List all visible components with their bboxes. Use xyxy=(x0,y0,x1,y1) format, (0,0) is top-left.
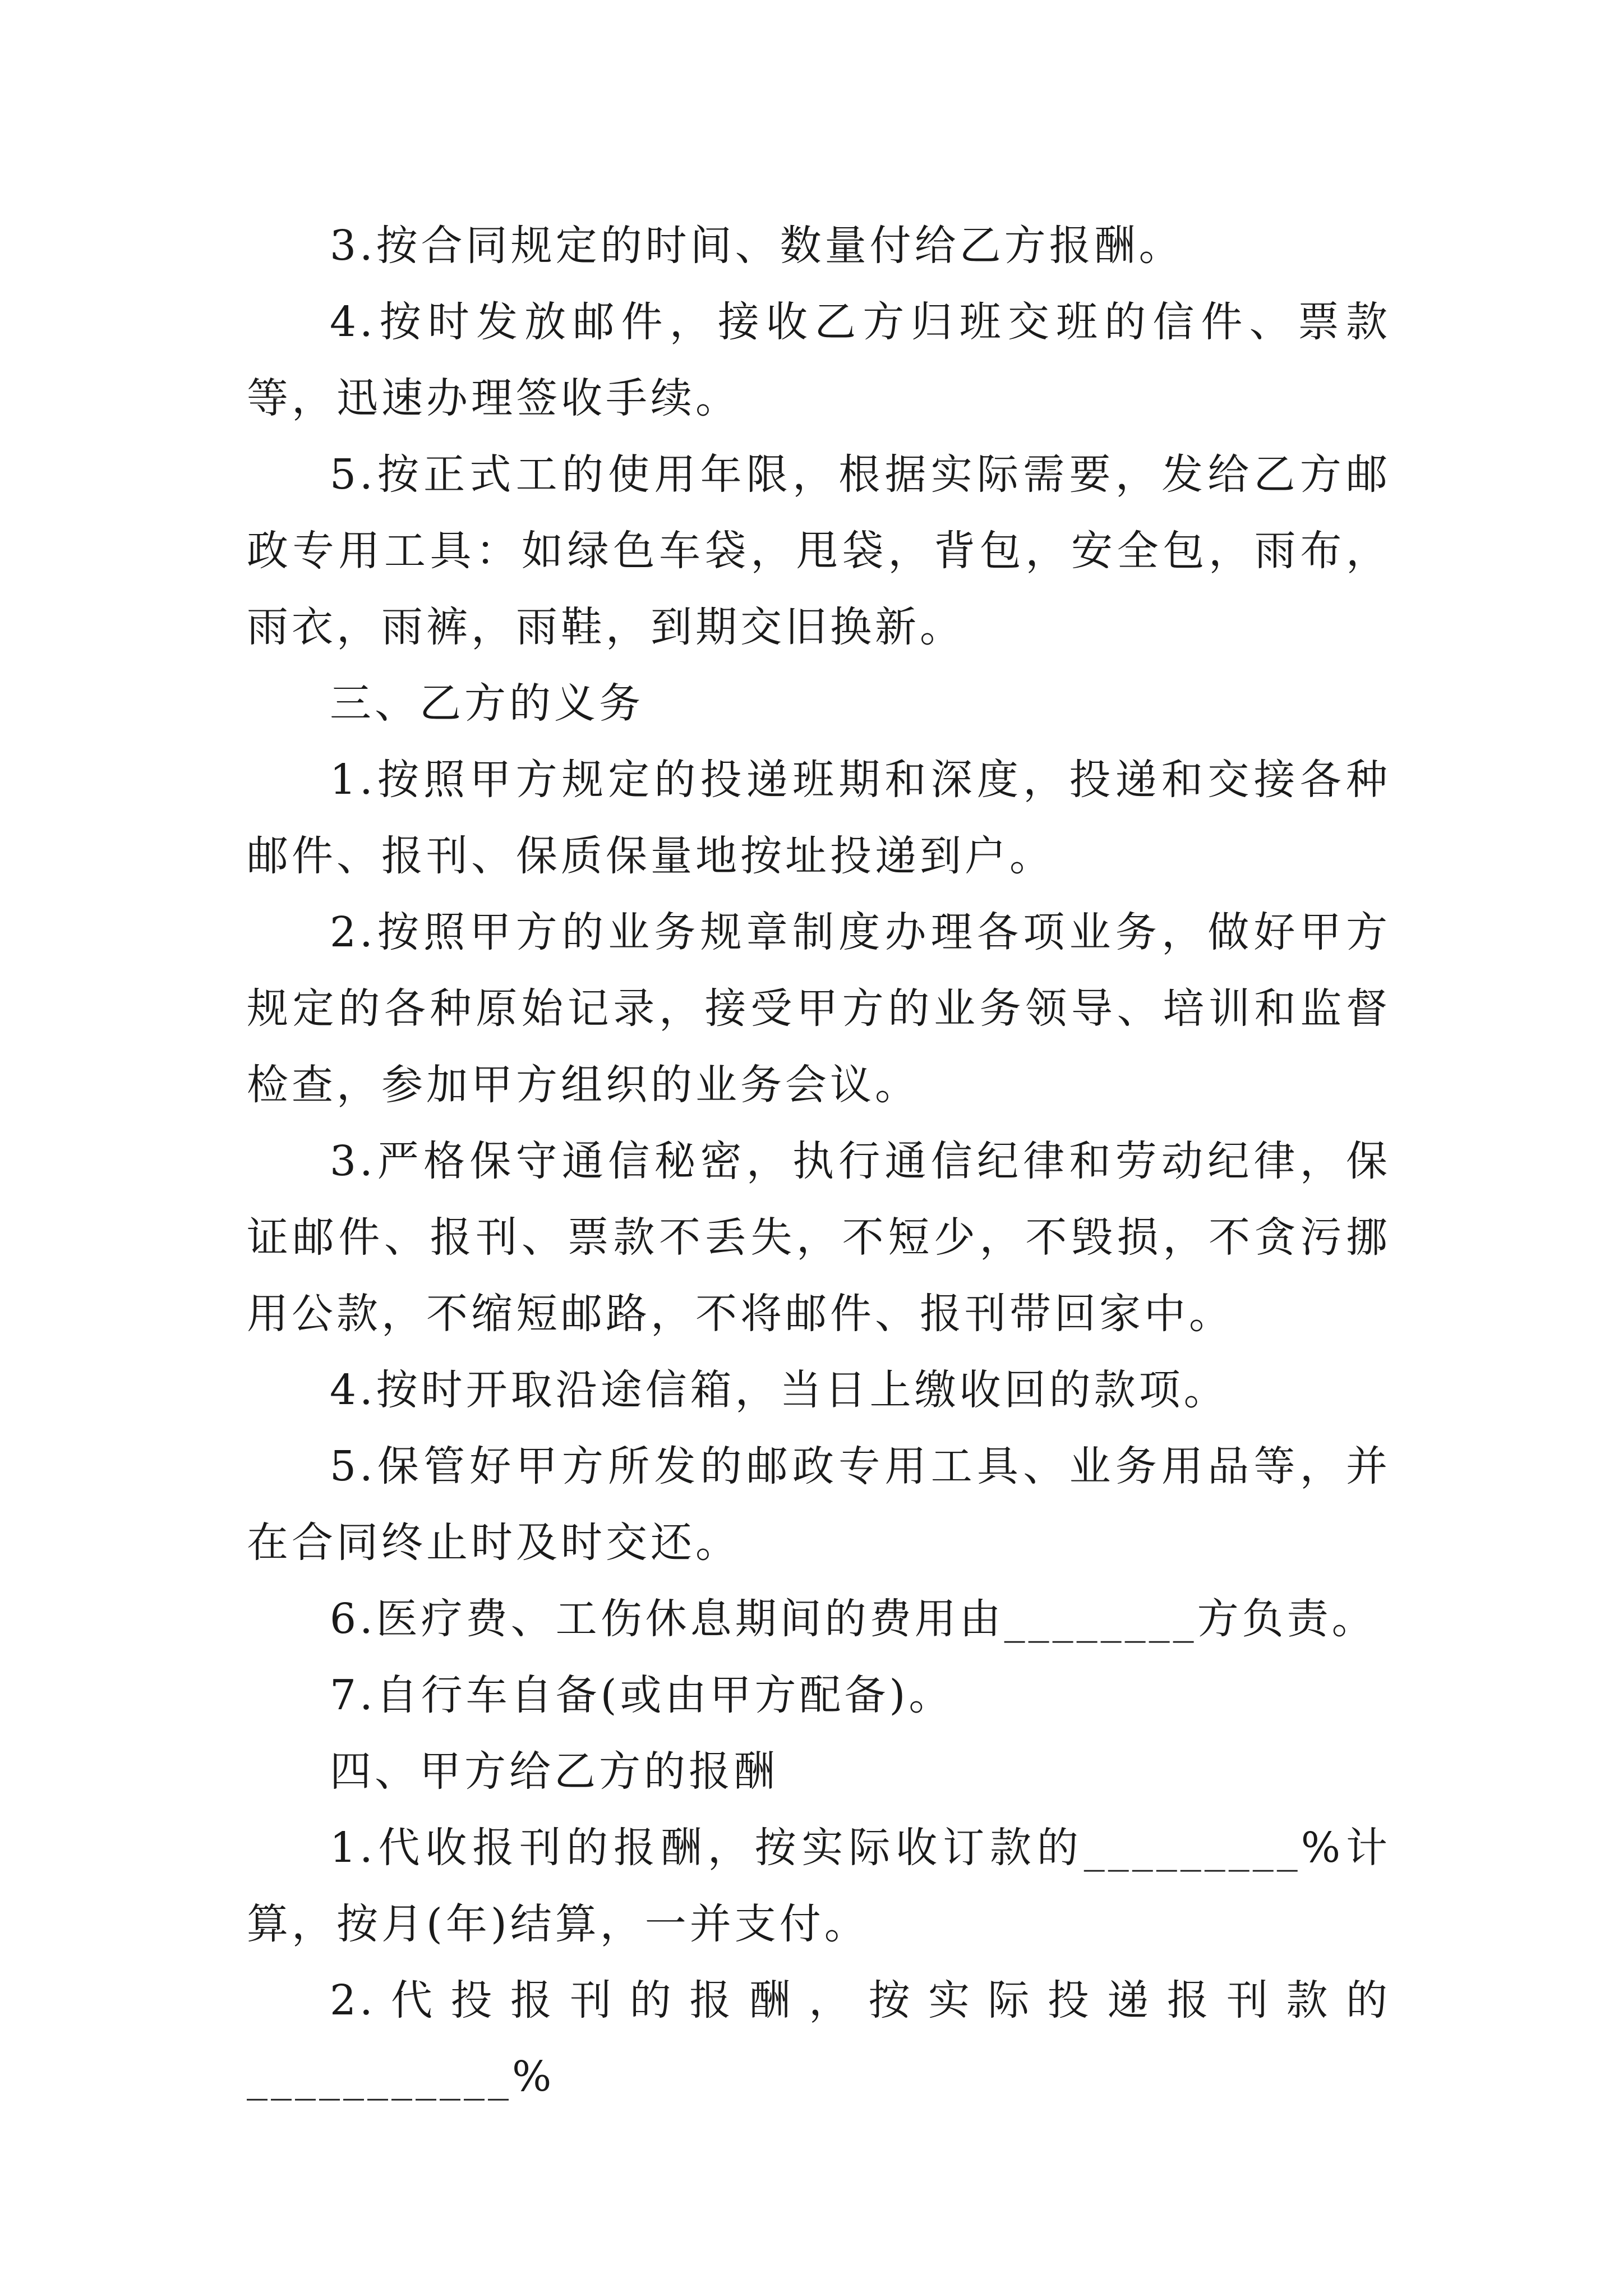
paragraph-item-3-payment: 3.按合同规定的时间、数量付给乙方报酬。 xyxy=(330,222,1184,270)
paragraph-item-1-subscription-fee: 1.代收报刊的报酬，按实际收订款的_________%计算，按月(年)结算，一并支付。 xyxy=(247,1824,1391,1948)
paragraph-item-5-tool-custody: 5.保管好甲方所发的邮政专用工具、业务用品等，并在合同终止时及时交还。 xyxy=(247,1442,1391,1567)
document-body xyxy=(247,208,1391,2115)
paragraph-item-4-mail-dispatch: 4.按时发放邮件，接收乙方归班交班的信件、票款等，迅速办理签收手续。 xyxy=(247,298,1391,422)
paragraph-item-1-delivery: 1.按照甲方规定的投递班期和深度，投递和交接各种邮件、报刊、保质保量地按址投递到户。 xyxy=(247,756,1391,880)
paragraph-item-7-bicycle: 7.自行车自备(或由甲方配备)。 xyxy=(330,1671,954,1719)
section-heading-party-b-obligations: 三、乙方的义务 xyxy=(330,679,644,728)
paragraph-item-5-special-tools: 5.按正式工的使用年限，根据实际需要，发给乙方邮政专用工具：如绿色车袋，甩袋，背包，安全包，雨布，雨衣，雨裤，雨鞋，到期交旧换新。 xyxy=(247,450,1391,651)
paragraph-item-3-confidentiality: 3.严格保守通信秘密，执行通信纪律和劳动纪律，保证邮件、报刊、票款不丢失，不短少，不毁损，不贪污挪用公款，不缩短邮路，不将邮件、报刊带回家中。 xyxy=(247,1137,1391,1338)
section-heading-remuneration: 四、甲方给乙方的报酬 xyxy=(330,1747,778,1796)
paragraph-item-2-regulations: 2.按照甲方的业务规章制度办理各项业务，做好甲方规定的各种原始记录，接受甲方的业务领导、培训和监督检查，参加甲方组织的业务会议。 xyxy=(247,908,1391,1109)
paragraph-item-2-delivery-fee: 2.代投报刊的报酬，按实际投递报刊款的___________% xyxy=(247,1976,1391,2101)
paragraph-item-6-medical-costs: 6.医疗费、工伤休息期间的费用由________方负责。 xyxy=(330,1595,1377,1643)
paragraph-item-4-mailboxes: 4.按时开取沿途信箱，当日上缴收回的款项。 xyxy=(330,1366,1229,1414)
